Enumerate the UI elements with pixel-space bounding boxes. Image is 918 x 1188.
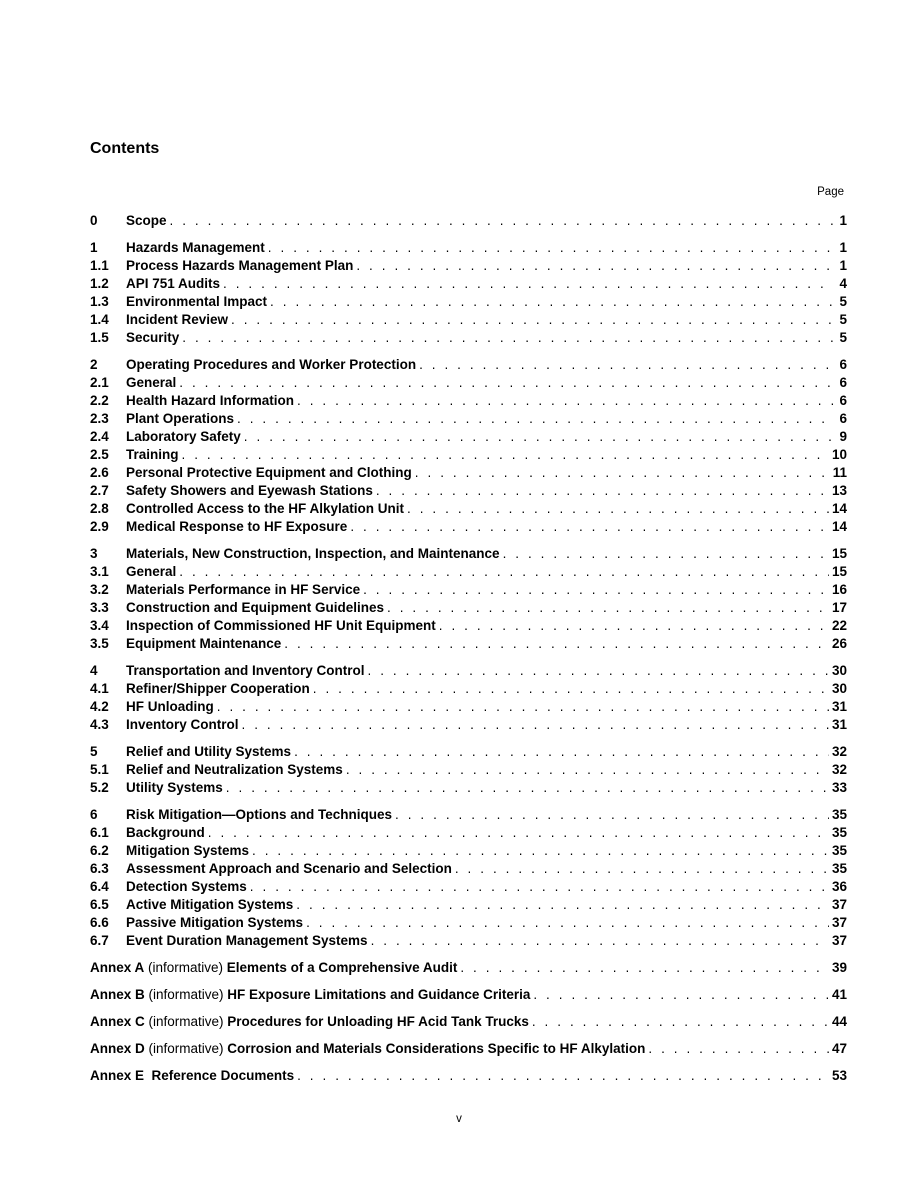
toc-dot-leader [297,1067,829,1085]
toc-entry-page: 1 [839,213,847,228]
toc-entry-title: Safety Showers and Eyewash Stations [126,483,373,498]
toc-entry-title: Training [126,447,179,462]
toc-entry-page: 31 [831,717,847,732]
toc-entry-page: 13 [831,483,847,498]
annex-informative-note: (informative) [144,1041,228,1056]
toc-entry-page: 31 [831,699,847,714]
toc-entry-number: 2.6 [90,465,109,480]
toc-dot-leader [368,662,829,680]
toc-section-group [90,239,847,347]
toc-entry-number: 2.4 [90,429,109,444]
toc-dot-leader [415,464,830,482]
toc-entry[interactable] [90,239,847,257]
toc-entry-page: 30 [831,681,847,696]
toc-dot-leader [179,563,829,581]
toc-entry-number: 1.3 [90,294,109,309]
toc-annex-entry[interactable] [90,1040,847,1058]
toc-entry-page: 37 [831,933,847,948]
toc-entry-page: 30 [831,663,847,678]
toc-dot-leader [363,581,829,599]
toc-entry-title: Plant Operations [126,411,235,426]
toc-entry-number: 3.1 [90,564,109,579]
toc-entry-title: Security [126,330,180,345]
toc-entry[interactable] [90,275,847,293]
toc-annex-group [90,959,847,977]
toc-entry-number: 3.2 [90,582,109,597]
page-number-footer: v [456,1113,462,1125]
toc-entry[interactable] [90,635,847,653]
toc-entry-number: 6.2 [90,843,109,858]
toc-annex-heading [90,1067,294,1085]
toc-section-group [90,212,847,230]
toc-entry-page: 15 [831,546,847,561]
toc-entry-title: Passive Mitigation Systems [126,915,304,930]
annex-title: Procedures for Unloading HF Acid Tank Trucks [227,1014,529,1029]
toc-entry[interactable] [90,329,847,347]
annex-label: Annex A [90,960,145,975]
toc-annex-heading [90,1040,645,1058]
toc-entry[interactable] [90,563,847,581]
annex-informative-note: (informative) [144,987,228,1002]
toc-dot-leader [395,806,829,824]
annex-title: Reference Documents [151,1068,295,1083]
toc-entry[interactable] [90,581,847,599]
toc-dot-leader [439,617,829,635]
toc-entry-number: 3.4 [90,618,109,633]
toc-entry[interactable] [90,446,847,464]
toc-entry-number: 1.5 [90,330,109,345]
toc-section-group [90,545,847,653]
toc-dot-leader [250,878,829,896]
toc-dot-leader [356,257,834,275]
toc-entry[interactable] [90,410,847,428]
toc-dot-leader [179,374,834,392]
toc-dot-leader [170,212,834,230]
toc-annex-entry[interactable] [90,959,847,977]
toc-entry-title: API 751 Audits [126,276,221,291]
toc-entry[interactable] [90,482,847,500]
toc-entry-number: 4 [90,663,98,678]
toc-entry[interactable] [90,698,847,716]
toc-dot-leader [268,239,834,257]
annex-label: Annex D [90,1041,145,1056]
toc-entry-number: 5.1 [90,762,109,777]
toc-dot-leader [532,1013,829,1031]
toc-entry[interactable] [90,680,847,698]
toc-entry-number: 6.4 [90,879,109,894]
toc-entry-number: 3.5 [90,636,109,651]
annex-label: Annex B [90,987,145,1002]
toc-entry-page: 26 [831,636,847,651]
toc-entry-number: 2.8 [90,501,109,516]
toc-entry-number: 1.2 [90,276,109,291]
toc-entry-page: 11 [832,465,847,480]
table-of-contents [90,212,847,1094]
toc-entry-title: Relief and Neutralization Systems [126,762,343,777]
toc-entry[interactable] [90,599,847,617]
toc-entry-number: 1.4 [90,312,109,327]
toc-entry-title: Construction and Equipment Guidelines [126,600,385,615]
toc-entry-page: 14 [831,501,847,516]
toc-entry-page: 53 [831,1068,847,1083]
toc-dot-leader [294,743,829,761]
toc-entry[interactable] [90,356,847,374]
toc-entry-page: 6 [839,393,847,408]
toc-dot-leader [270,293,834,311]
toc-entry-page: 35 [831,861,847,876]
toc-entry[interactable] [90,374,847,392]
toc-entry[interactable] [90,842,847,860]
toc-entry[interactable] [90,293,847,311]
toc-dot-leader [226,779,829,797]
toc-dot-leader [231,311,834,329]
toc-annex-group [90,1067,847,1085]
toc-entry-title: Relief and Utility Systems [126,744,292,759]
toc-entry[interactable] [90,878,847,896]
toc-entry[interactable] [90,428,847,446]
toc-entry-number: 1.1 [90,258,109,273]
toc-dot-leader [419,356,834,374]
toc-annex-heading [90,986,530,1004]
toc-dot-leader [533,986,829,1004]
toc-annex-entry[interactable] [90,1013,847,1031]
toc-entry-page: 39 [831,960,847,975]
toc-entry[interactable] [90,617,847,635]
toc-entry-page: 44 [831,1014,847,1029]
toc-entry-number: 2.2 [90,393,109,408]
toc-entry-page: 10 [831,447,847,462]
toc-entry-page: 9 [839,429,847,444]
toc-entry-number: 2 [90,357,98,372]
toc-entry-title: Materials Performance in HF Service [126,582,361,597]
toc-entry-page: 17 [831,600,847,615]
toc-entry-title: Controlled Access to the HF Alkylation Unit [126,501,405,516]
toc-entry-number: 4.1 [90,681,109,696]
toc-dot-leader [313,680,829,698]
toc-entry-title: Active Mitigation Systems [126,897,294,912]
toc-entry-title: Mitigation Systems [126,843,250,858]
page-column-heading: Page [817,186,844,198]
toc-dot-leader [306,914,829,932]
toc-entry-number: 2.9 [90,519,109,534]
annex-informative-note: (informative) [144,1014,228,1029]
toc-entry-title: General [126,564,177,579]
toc-entry[interactable] [90,716,847,734]
toc-entry-page: 4 [839,276,847,291]
toc-entry[interactable] [90,806,847,824]
toc-entry[interactable] [90,392,847,410]
toc-entry-title: Medical Response to HF Exposure [126,519,348,534]
toc-dot-leader [182,446,829,464]
toc-entry-number: 6 [90,807,98,822]
toc-annex-group [90,986,847,1004]
toc-annex-entry[interactable] [90,986,847,1004]
toc-dot-leader [252,842,829,860]
toc-entry-title: Environmental Impact [126,294,268,309]
toc-dot-leader [284,635,829,653]
toc-entry-title: Inspection of Commissioned HF Unit Equipment [126,618,436,633]
toc-entry-page: 22 [831,618,847,633]
toc-entry-title: Scope [126,213,167,228]
toc-entry-title: HF Unloading [126,699,214,714]
toc-entry-page: 14 [831,519,847,534]
toc-entry-title: Equipment Maintenance [126,636,282,651]
toc-annex-group [90,1040,847,1058]
toc-entry-number: 3 [90,546,98,561]
toc-dot-leader [237,410,834,428]
toc-entry-title: Detection Systems [126,879,247,894]
toc-dot-leader [648,1040,829,1058]
toc-section-group [90,662,847,734]
toc-entry-title: Inventory Control [126,717,239,732]
toc-dot-leader [208,824,829,842]
annex-label: Annex C [90,1014,145,1029]
toc-entry-page: 36 [831,879,847,894]
toc-dot-leader [223,275,834,293]
toc-section-group [90,356,847,536]
toc-entry-title: Health Hazard Information [126,393,295,408]
toc-entry[interactable] [90,860,847,878]
toc-entry-number: 2.5 [90,447,109,462]
toc-section-group [90,806,847,950]
toc-entry-number: 0 [90,213,98,228]
toc-dot-leader [387,599,829,617]
toc-entry[interactable] [90,896,847,914]
toc-dot-leader [346,761,829,779]
toc-entry-page: 16 [831,582,847,597]
toc-entry[interactable] [90,500,847,518]
toc-entry-number: 3.3 [90,600,109,615]
toc-entry-title: Process Hazards Management Plan [126,258,354,273]
toc-entry-title: Event Duration Management Systems [126,933,368,948]
toc-entry-title: Assessment Approach and Scenario and Selection [126,861,452,876]
toc-entry-page: 5 [839,294,847,309]
toc-entry-title: Laboratory Safety [126,429,241,444]
toc-dot-leader [350,518,829,536]
toc-entry-page: 6 [839,411,847,426]
annex-title: HF Exposure Limitations and Guidance Criteria [227,987,531,1002]
toc-dot-leader [297,392,834,410]
toc-entry-number: 4.2 [90,699,109,714]
toc-entry[interactable] [90,464,847,482]
toc-entry-number: 2.1 [90,375,109,390]
toc-entry[interactable] [90,545,847,563]
toc-entry-title: Background [126,825,205,840]
toc-entry-number: 6.5 [90,897,109,912]
toc-entry-number: 6.6 [90,915,109,930]
toc-annex-heading [90,959,457,977]
toc-entry[interactable] [90,761,847,779]
toc-entry-number: 4.3 [90,717,109,732]
toc-entry[interactable] [90,257,847,275]
toc-entry-page: 35 [831,825,847,840]
toc-entry-number: 6.3 [90,861,109,876]
toc-dot-leader [371,932,829,950]
toc-entry-page: 37 [831,897,847,912]
toc-entry-page: 15 [831,564,847,579]
toc-dot-leader [296,896,829,914]
toc-entry-page: 33 [831,780,847,795]
toc-entry-number: 6.7 [90,933,109,948]
toc-entry-title: Risk Mitigation—Options and Techniques [126,807,393,822]
annex-label: Annex E [90,1068,145,1083]
toc-section-group [90,743,847,797]
toc-dot-leader [182,329,834,347]
toc-dot-leader [407,500,829,518]
toc-dot-leader [503,545,829,563]
toc-entry-page: 6 [839,375,847,390]
toc-entry[interactable] [90,311,847,329]
toc-entry-page: 32 [831,744,847,759]
toc-entry-title: Operating Procedures and Worker Protection [126,357,417,372]
page-title: Contents [90,140,160,157]
toc-entry-title: Transportation and Inventory Control [126,663,365,678]
annex-title: Corrosion and Materials Considerations Specific to HF Alkylation [227,1041,646,1056]
toc-entry-title: Incident Review [126,312,229,327]
toc-entry-page: 37 [831,915,847,930]
annex-informative-note: (informative) [144,960,227,975]
toc-dot-leader [455,860,829,878]
toc-entry[interactable] [90,212,847,230]
annex-informative-note [144,1068,152,1083]
toc-entry-title: General [126,375,177,390]
toc-entry[interactable] [90,662,847,680]
toc-entry[interactable] [90,743,847,761]
toc-entry-title: Materials, New Construction, Inspection, and Maintenance [126,546,500,561]
toc-annex-entry[interactable] [90,1067,847,1085]
toc-annex-heading [90,1013,529,1031]
toc-entry-page: 35 [831,807,847,822]
toc-entry-title: Refiner/Shipper Cooperation [126,681,310,696]
toc-entry-page: 1 [839,258,847,273]
toc-entry-number: 2.3 [90,411,109,426]
toc-entry[interactable] [90,932,847,950]
toc-entry-page: 41 [831,987,847,1002]
toc-entry[interactable] [90,914,847,932]
toc-annex-group [90,1013,847,1031]
toc-entry-title: Personal Protective Equipment and Clothing [126,465,412,480]
toc-entry-number: 5 [90,744,98,759]
toc-entry-number: 2.7 [90,483,109,498]
toc-entry-number: 5.2 [90,780,109,795]
annex-title: Elements of a Comprehensive Audit [226,960,458,975]
toc-entry-page: 5 [839,330,847,345]
toc-entry-page: 6 [839,357,847,372]
toc-entry-title: Utility Systems [126,780,223,795]
toc-entry[interactable] [90,518,847,536]
toc-dot-leader [217,698,829,716]
toc-dot-leader [376,482,829,500]
toc-entry-number: 1 [90,240,98,255]
toc-entry-page: 32 [831,762,847,777]
toc-entry-page: 47 [831,1041,847,1056]
toc-entry[interactable] [90,824,847,842]
toc-entry-page: 5 [839,312,847,327]
toc-dot-leader [244,428,834,446]
toc-entry-page: 1 [839,240,847,255]
toc-entry[interactable] [90,779,847,797]
toc-entry-number: 6.1 [90,825,109,840]
toc-dot-leader [460,959,829,977]
toc-dot-leader [242,716,829,734]
toc-entry-title: Hazards Management [126,240,265,255]
toc-entry-page: 35 [831,843,847,858]
